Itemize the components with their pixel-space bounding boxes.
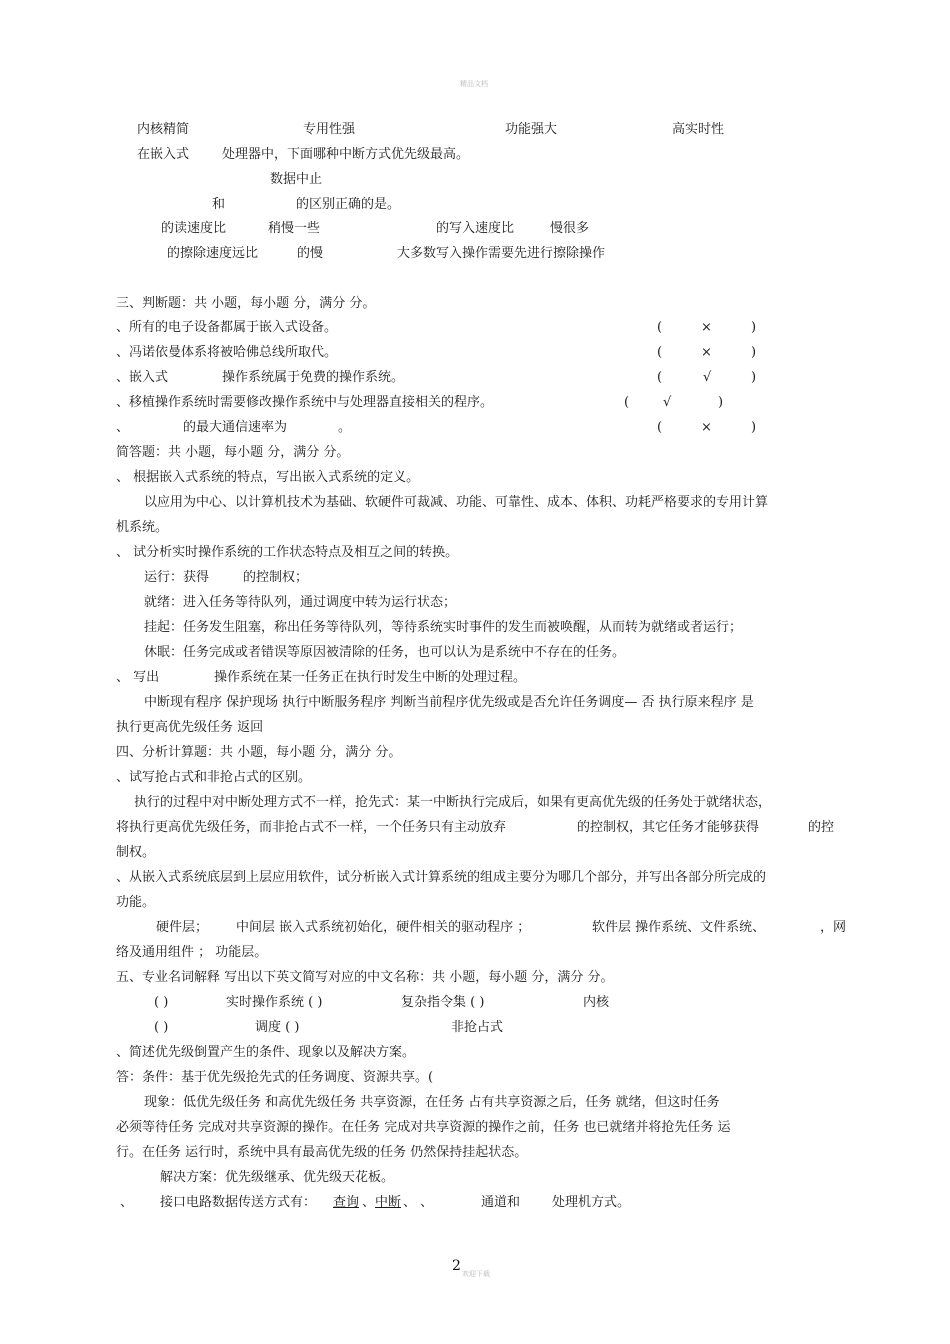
answer-text: 执行的过程中对中断处理方式不一样，抢先式：某一中断执行完成后，如果有更高优先级的任务处于就绪状态， bbox=[134, 795, 772, 810]
question-text: 、从嵌入式系统底层到上层应用软件，试分析嵌入式计算系统的组成主要分为哪几个部分，并写出各部分所完成的 bbox=[116, 870, 767, 885]
answer-text: 制权。 bbox=[116, 845, 156, 860]
answer-underlined: 中断 bbox=[375, 1195, 402, 1210]
tf-mark: √ bbox=[703, 370, 712, 385]
option-text: 大多数写入操作需要先进行擦除操作 bbox=[397, 246, 606, 261]
question-text: 通道和 bbox=[481, 1195, 521, 1210]
section-heading: 三、判断题：共 小题，每小题 分，满分 分。 bbox=[116, 296, 376, 311]
tf-item: 、移植操作系统时需要修改操作系统中与处理器直接相关的程序。 bbox=[116, 395, 494, 410]
term-row: 内核 bbox=[583, 995, 610, 1010]
tf-item: 、冯诺依曼体系将被哈佛总线所取代。 bbox=[116, 345, 338, 360]
answer-text: 执行更高优先级任务 返回 bbox=[116, 720, 264, 735]
option-text: 的擦除速度远比 bbox=[167, 246, 259, 261]
tf-paren: ( bbox=[657, 320, 663, 335]
option-text: 的写入速度比 bbox=[436, 221, 515, 236]
question-text: 、 试分析实时操作系统的工作状态特点及相互之间的转换。 bbox=[116, 545, 459, 560]
tf-mark: √ bbox=[663, 395, 672, 410]
section-heading: 四、分析计算题：共 小题，每小题 分，满分 分。 bbox=[116, 745, 402, 760]
tf-mark: × bbox=[701, 420, 712, 435]
option-a: 内核精简 bbox=[137, 122, 190, 137]
tf-paren: ( bbox=[624, 395, 630, 410]
answer-text: 机系统。 bbox=[116, 520, 169, 535]
answer-text: 必须等待任务 完成对共享资源的操作。在任务 完成对共享资源的操作之前，任务 也已就绪并将抢先任务 运 bbox=[116, 1120, 731, 1135]
section-heading: 简答题：共 小题，每小题 分，满分 分。 bbox=[116, 445, 350, 460]
question-text: 功能。 bbox=[116, 895, 156, 910]
tf-paren: ( bbox=[657, 345, 663, 360]
answer-text: 的控制权； bbox=[243, 570, 309, 585]
question-text: 处理机方式。 bbox=[552, 1195, 631, 1210]
answer-text: 以应用为中心、以计算机技术为基础、软硬件可裁减、功能、可靠性、成本、体积、功耗严格要求的专用计算 bbox=[144, 495, 769, 510]
answer-text: 行。在任务 运行时，系统中具有最高优先级的任务 仍然保持挂起状态。 bbox=[116, 1145, 528, 1160]
answer-text: 将执行更高优先级任务，而非抢占式不一样，一个任务只有主动放弃 bbox=[116, 820, 507, 835]
header-watermark: 精品文档 bbox=[460, 80, 488, 88]
tf-item: 的最大通信速率为 bbox=[183, 420, 288, 435]
term-row: 复杂指令集 ( ) bbox=[401, 995, 485, 1010]
question-text: 处理器中，下面哪种中断方式优先级最高。 bbox=[222, 147, 470, 162]
term-row: 非抢占式 bbox=[451, 1020, 504, 1035]
answer-text: 解决方案：优先级继承、优先级天花板。 bbox=[160, 1170, 395, 1185]
question-text: 的区别正确的是。 bbox=[296, 197, 401, 212]
tf-item: 、所有的电子设备都属于嵌入式设备。 bbox=[116, 320, 338, 335]
term-row: ( ) bbox=[154, 1020, 169, 1035]
footer-note: 欢迎下载 bbox=[462, 1270, 490, 1278]
answer-text: 的控制权，其它任务才能够获得 bbox=[577, 820, 760, 835]
answer-text: 答：条件：基于优先级抢先式的任务调度、资源共享。( bbox=[116, 1070, 434, 1085]
answer-text: 硬件层； bbox=[156, 920, 209, 935]
answer-text: 中间层 嵌入式系统初始化，硬件相关的驱动程序 ； bbox=[236, 920, 531, 935]
question-text: 和 bbox=[212, 197, 226, 212]
answer-text: 现象：低优先级任务 和高优先级任务 共享资源，在任务 占有共享资源之后，任务 就绪，但这时任务 bbox=[144, 1095, 720, 1110]
tf-paren: ) bbox=[751, 345, 757, 360]
question-text: 、 bbox=[120, 1195, 134, 1210]
term-row: ( ) bbox=[154, 995, 169, 1010]
question-text: 、 根据嵌入式系统的特点，写出嵌入式系统的定义。 bbox=[116, 470, 420, 485]
answer-text: 软件层 操作系统、文件系统、 bbox=[592, 920, 766, 935]
question-text: 在嵌入式 bbox=[137, 147, 190, 162]
tf-mark: × bbox=[701, 320, 712, 335]
tf-mark: × bbox=[701, 345, 712, 360]
option-b: 专用性强 bbox=[303, 122, 356, 137]
tf-paren: ) bbox=[751, 420, 757, 435]
answer-text: 中断现有程序 保护现场 执行中断服务程序 判断当前程序优先级或是否允许任务调度— 否 执行原来程序 是 bbox=[144, 695, 754, 710]
tf-item: 、嵌入式 bbox=[116, 370, 169, 385]
option-c: 功能强大 bbox=[505, 122, 558, 137]
answer-text: 休眠：任务完成或者错误等原因被清除的任务，也可以认为是系统中不存在的任务。 bbox=[144, 645, 626, 660]
answer-text: ，网 bbox=[820, 920, 847, 935]
answer-underlined: 查询 bbox=[333, 1195, 360, 1210]
option-text: 慢很多 bbox=[550, 221, 590, 236]
answer-text: 运行：获得 bbox=[144, 570, 210, 585]
question-text: 操作系统在某一任务正在执行时发生中断的处理过程。 bbox=[214, 670, 527, 685]
question-text: 、试写抢占式和非抢占式的区别。 bbox=[116, 770, 312, 785]
question-text: 、 写出 bbox=[116, 670, 160, 685]
answer-text: 的控 bbox=[808, 820, 835, 835]
question-text: 接口电路数据传送方式有： bbox=[160, 1195, 317, 1210]
answer-text: 络及通用组件 ； 功能层。 bbox=[116, 945, 268, 960]
option-text: 的读速度比 bbox=[161, 221, 227, 236]
term-row: 调度 ( ) bbox=[255, 1020, 300, 1035]
term-row: 实时操作系统 ( ) bbox=[226, 995, 323, 1010]
question-text: 、 bbox=[362, 1195, 376, 1210]
tf-item: 、 bbox=[116, 420, 130, 435]
tf-paren: ( bbox=[657, 420, 663, 435]
section-heading: 五、专业名词解释 写出以下英文简写对应的中文名称：共 小题，每小题 分，满分 分。 bbox=[116, 970, 614, 985]
page-number: 2 bbox=[452, 1258, 461, 1274]
answer-text: 就绪：进入任务等待队列，通过调度中转为运行状态； bbox=[144, 595, 457, 610]
question-text: 、 、 bbox=[403, 1195, 434, 1210]
tf-paren: ( bbox=[657, 370, 663, 385]
answer-text: 挂起：任务发生阻塞，称出任务等待队列，等待系统实时事件的发生而被唤醒，从而转为就绪或者运行； bbox=[144, 620, 743, 635]
option-text: 稍慢一些 bbox=[268, 221, 321, 236]
tf-paren: ) bbox=[751, 320, 757, 335]
option-text: 数据中止 bbox=[270, 172, 323, 187]
tf-item: 。 bbox=[338, 420, 352, 435]
question-text: 、简述优先级倒置产生的条件、现象以及解决方案。 bbox=[116, 1045, 416, 1060]
tf-item: 操作系统属于免费的操作系统。 bbox=[222, 370, 405, 385]
tf-paren: ) bbox=[751, 370, 757, 385]
option-text: 的慢 bbox=[297, 246, 324, 261]
option-d: 高实时性 bbox=[672, 122, 725, 137]
tf-paren: ) bbox=[718, 395, 724, 410]
